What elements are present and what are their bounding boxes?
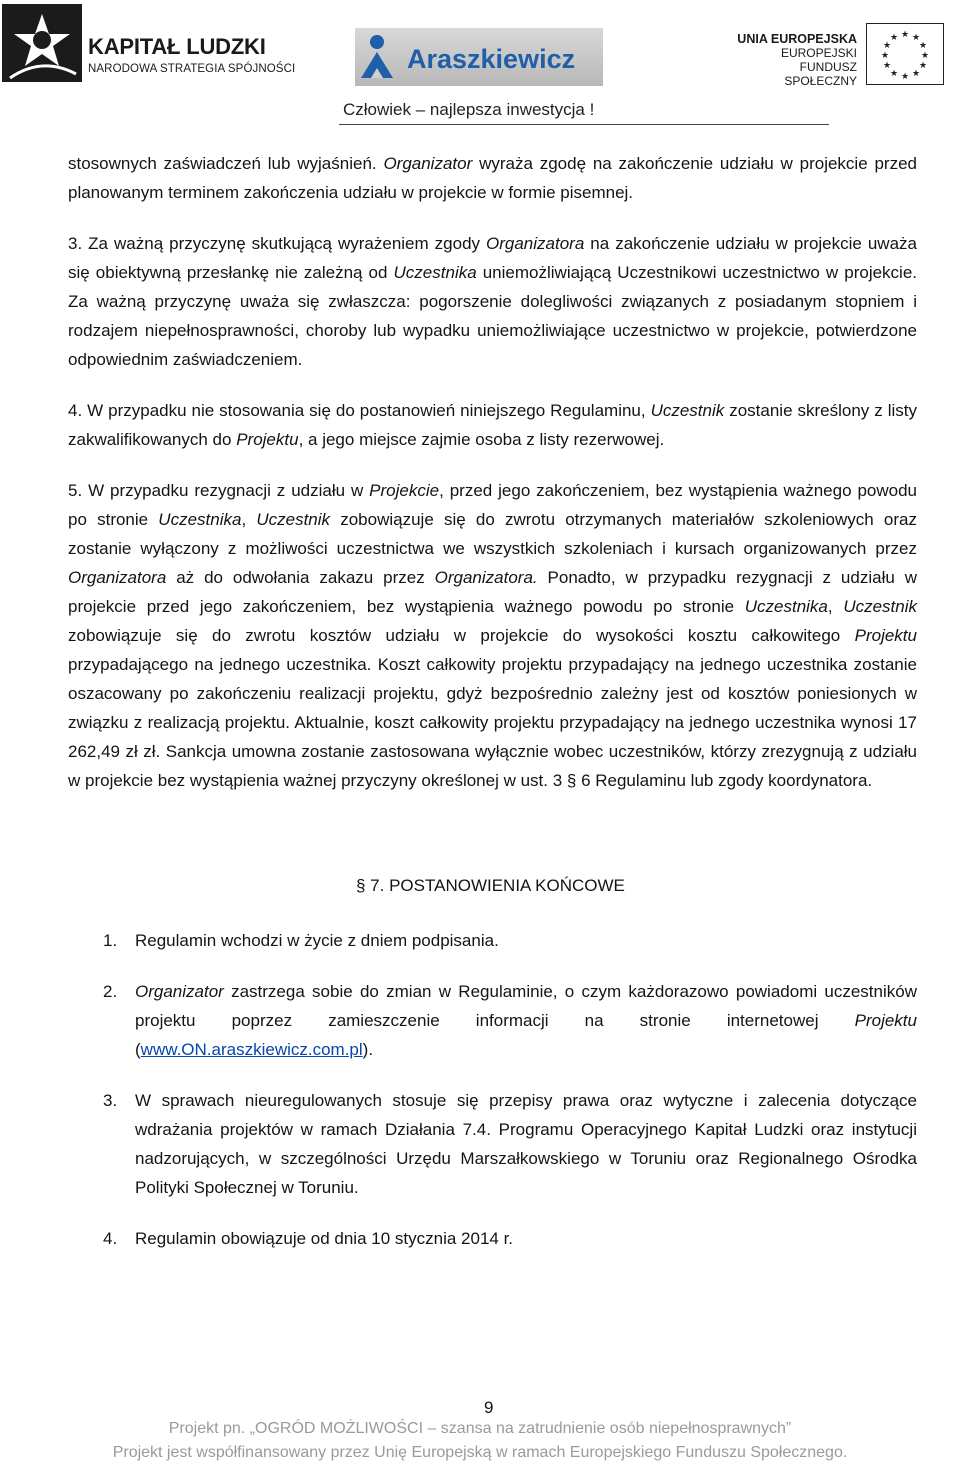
list-item: 1. Regulamin wchodzi w życie z dniem podpisania.	[103, 931, 499, 950]
document-body	[68, 149, 917, 817]
svg-text:★: ★	[882, 41, 892, 51]
list-item: 3. W sprawach nieuregulowanych stosuje się przepisy prawa oraz wytyczne i zalecenia dotyczące wdrażania projektów w ramach Działania 7.4. Programu Operacyjnego Kapitał Ludzki oraz instytucji nadzorujących, w szczególności Urzędu Marszałkowskiego w Toruniu oraz Regionalnego Ośrodka Polityki Społecznej w Toruniu.	[103, 1091, 917, 1197]
araszkiewicz-logo-icon	[355, 28, 603, 86]
svg-text:★: ★	[889, 33, 899, 43]
svg-text:★: ★	[920, 51, 930, 61]
logo-kapital-ludzki-title: KAPITAŁ LUDZKI	[88, 34, 266, 59]
paragraph-4: 4. W przypadku nie stosowania się do postanowień niniejszego Regulaminu, Uczestnik zostanie skreślony z listy zakwalifikowanych do Projektu, a jego miejsce zajmie osoba z listy rezerwowej.	[68, 401, 917, 449]
eu-line-1: UNIA EUROPEJSKA	[737, 32, 857, 46]
eu-flag-icon	[866, 23, 944, 85]
svg-text:★: ★	[900, 30, 910, 40]
eu-line-3: FUNDUSZ SPOŁECZNY	[784, 60, 857, 88]
paragraph-3: 3. Za ważną przyczynę skutkującą wyrażeniem zgody Organizatora na zakończenie udziału w projekcie uważa się obiektywną przesłankę nie zależną od Uczestnika uniemożliwiającą Uczestnikowi uczestnictwo w projekcie. Za ważną przyczynę uważa się zwłaszcza: pogorszenie dolegliwości związanych z posiadanym stopniem i rodzajem niepełnosprawności, choroby lub wypadku uniemożliwiające uczestnictwo w projekcie, potwierdzone odpowiednim zaświadczeniem.	[68, 234, 917, 369]
svg-text:★: ★	[880, 51, 890, 61]
kapital-ludzki-logo-icon	[2, 4, 82, 82]
svg-text:★: ★	[900, 72, 910, 82]
paragraph-5: 5. W przypadku rezygnacji z udziału w Projekcie, przed jego zakończeniem, bez wystąpienia ważnego powodu po stronie Uczestnika, Uczestnik zobowiązuje się do zwrotu otrzymanych materiałów szkoleniowych oraz zostanie wyłączony z możliwości uczestnictwa we wszystkich szkoleniach i kursach organizowanych przez Organizatora aż do odwołania zakazu przez Organizatora. Ponadto, w przypadku rezygnacji z udziału w projekcie przed jego zakończeniem, bez wystąpienia ważnego powodu po stronie Uczestnika, Uczestnik zobowiązuje się do zwrotu kosztów udziału w projekcie do wysokości kosztu całkowitego Projektu przypadającego na jednego uczestnika. Koszt całkowity projektu przypadający na jednego uczestnika zostanie oszacowany po zakończeniu realizacji projektu, gdyż bezpośrednio zależny jest od kosztów poniesionych w związku z realizacją projektu. Aktualnie, koszt całkowity projektu przypadający na jednego uczestnika wynosi 17 262,49 zł zł. Sankcja umowna zostanie zastosowana wyłącznie wobec uczestników, którzy zrezygnują z udziału w projekcie bez wystąpienia ważnej przyczyny określonej w ust. 3 § 6 Regulaminu lub zgody koordynatora.	[68, 481, 917, 790]
svg-text:★: ★	[882, 61, 892, 71]
list-item: 4. Regulamin obowiązuje od dnia 10 stycznia 2014 r.	[103, 1229, 514, 1248]
svg-text:Araszkiewicz: Araszkiewicz	[407, 44, 576, 74]
svg-text:★: ★	[911, 33, 921, 43]
page-number: 9	[484, 1398, 494, 1417]
project-website-link[interactable]: www.ON.araszkiewicz.com.pl	[140, 1040, 363, 1059]
eu-line-2: EUROPEJSKI	[780, 46, 857, 60]
svg-text:★: ★	[918, 61, 928, 71]
paragraph-intro: stosownych zaświadczeń lub wyjaśnień. Organizator wyraża zgodę na zakończenie udziału w projekcie przed planowanym terminem zakończenia udziału w projekcie w formie pisemnej.	[68, 154, 917, 202]
section-7-title: § 7. POSTANOWIENIA KOŃCOWE	[356, 876, 625, 895]
header-tagline: Człowiek – najlepsza inwestycja !	[343, 100, 595, 119]
header-divider	[339, 124, 829, 125]
svg-text:★: ★	[918, 41, 928, 51]
eu-text-block	[727, 32, 857, 88]
footer-line-2: Projekt jest współfinansowany przez Unię Europejską w ramach Europejskiego Funduszu Społecznego.	[112, 1444, 848, 1461]
list-item: 2. Organizator zastrzega sobie do zmian w Regulaminie, o czym każdorazowo powiadomi uczestników projektu poprzez zamieszczenie informacji na stronie internetowej Projektu (www.ON.araszkiewicz.com.pl).	[103, 982, 917, 1059]
svg-text:★: ★	[911, 69, 921, 79]
final-provisions-list	[103, 926, 917, 1275]
footer-line-1: Projekt pn. „OGRÓD MOŻLIWOŚCI – szansa na zatrudnienie osób niepełnosprawnych”	[168, 1420, 792, 1437]
svg-text:★: ★	[889, 69, 899, 79]
logo-kapital-ludzki-subtitle: NARODOWA STRATEGIA SPÓJNOŚCI	[88, 63, 296, 75]
